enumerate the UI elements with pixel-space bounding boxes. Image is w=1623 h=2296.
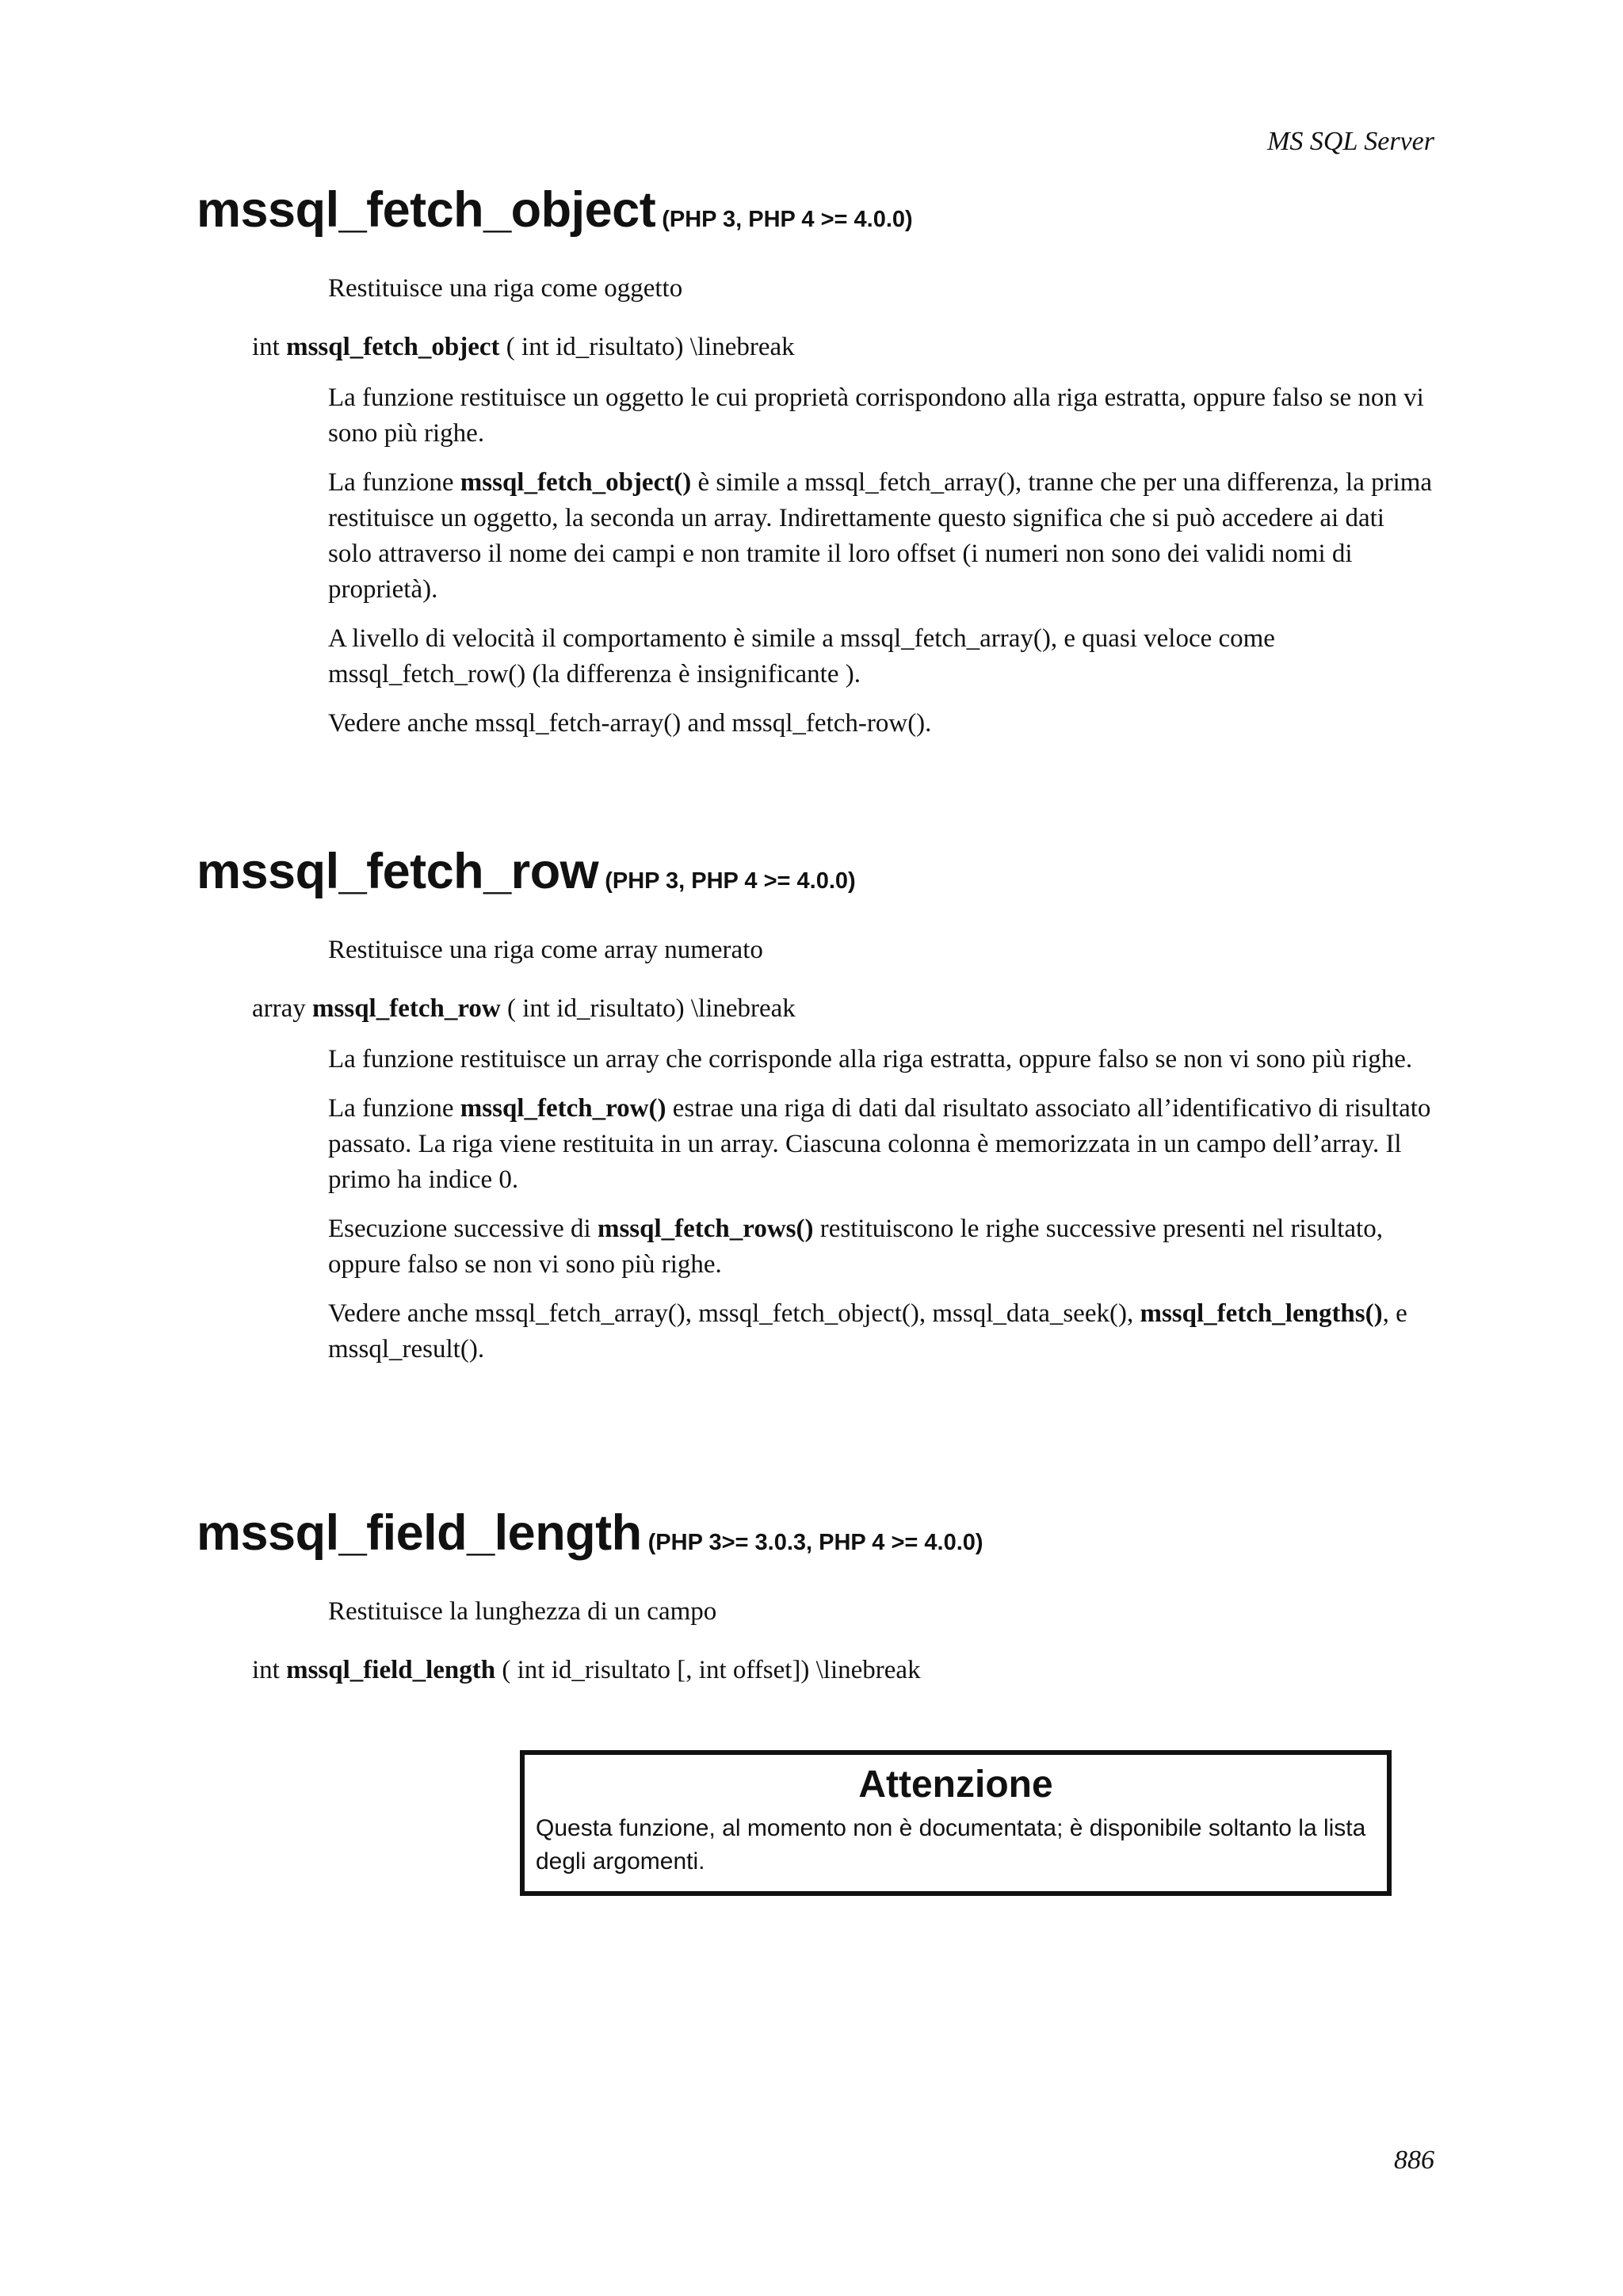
function-reference: mssql_fetch_object()	[460, 467, 692, 497]
entry-title	[197, 181, 1433, 241]
warning-box	[520, 1750, 1392, 1896]
function-version: (PHP 3>= 3.0.3, PHP 4 >= 4.0.0)	[647, 1530, 983, 1555]
function-purpose: Restituisce una riga come oggetto	[328, 273, 683, 303]
function-reference: mssql_fetch_rows()	[597, 1214, 814, 1243]
synopsis-function-name: mssql_field_length	[286, 1655, 496, 1684]
entry-mssql-fetch-object	[197, 181, 1433, 755]
function-name: mssql_field_length	[197, 1505, 642, 1561]
function-version: (PHP 3, PHP 4 >= 4.0.0)	[662, 207, 913, 232]
function-synopsis	[252, 330, 1433, 364]
description-paragraph: Esecuzione successive di mssql_fetch_rows() restituiscono le righe successive presenti nel risultato, oppure falso se non vi sono più righe.	[328, 1214, 1383, 1279]
synopsis-params: ( int id_risultato) \linebreak	[506, 994, 796, 1023]
function-description	[328, 380, 1433, 742]
synopsis-function-name: mssql_fetch_object	[286, 332, 500, 361]
see-also: Vedere anche mssql_fetch_array(), mssql_fetch_object(), mssql_data_seek(), mssql_fetch_lengths(), e mssql_result().	[328, 1299, 1407, 1363]
entry-mssql-field-length	[197, 1504, 1433, 1688]
synopsis-params: ( int id_risultato [, int offset]) \linebreak	[502, 1655, 921, 1684]
description-paragraph: La funzione mssql_fetch_row() estrae una riga di dati dal risultato associato all’identificativo di risultato passato. La riga viene restituita in un array. Ciascuna colonna è memorizzata in un campo dell’array. Il primo ha indice 0.	[328, 1093, 1431, 1194]
function-synopsis	[252, 991, 1433, 1026]
return-type: int	[252, 332, 280, 361]
see-also: Vedere anche mssql_fetch-array() and mssql_fetch-row().	[328, 708, 932, 738]
description-paragraph: La funzione restituisce un array che corrisponde alla riga estratta, oppure falso se non vi sono più righe.	[328, 1044, 1413, 1074]
entry-title	[197, 842, 1433, 902]
function-synopsis	[252, 1653, 1433, 1688]
function-purpose: Restituisce la lunghezza di un campo	[328, 1596, 717, 1626]
page-number: 886	[1394, 2145, 1434, 2175]
entry-title	[197, 1504, 1433, 1564]
synopsis-params: ( int id_risultato) \linebreak	[506, 332, 795, 361]
description-paragraph: La funzione mssql_fetch_object() è simile a mssql_fetch_array(), tranne che per una differenza, la prima restituisce un oggetto, la seconda un array. Indirettamente questo significa che si può accedere ai dati solo attraverso il nome dei campi e non tramite il loro offset (i numeri non sono dei validi nomi di proprietà).	[328, 467, 1433, 604]
warning-title: Attenzione	[858, 1764, 1053, 1806]
function-reference: mssql_fetch_row()	[460, 1093, 666, 1123]
synopsis-function-name: mssql_fetch_row	[312, 994, 501, 1023]
function-description	[328, 1042, 1433, 1367]
function-name: mssql_fetch_row	[197, 844, 599, 899]
function-purpose: Restituisce una riga come array numerato	[328, 935, 763, 964]
running-header: MS SQL Server	[1267, 127, 1434, 156]
warning-text: Questa funzione, al momento non è documentata; è disponibile soltanto la lista degli argomenti.	[536, 1815, 1366, 1875]
function-version: (PHP 3, PHP 4 >= 4.0.0)	[605, 868, 856, 894]
description-paragraph: A livello di velocità il comportamento è simile a mssql_fetch_array(), e quasi veloce come mssql_fetch_row() (la differenza è insignificante ).	[328, 624, 1275, 688]
function-reference: mssql_fetch_lengths()	[1140, 1299, 1383, 1328]
return-type: int	[252, 1655, 280, 1684]
description-paragraph: La funzione restituisce un oggetto le cui proprietà corrispondono alla riga estratta, oppure falso se non vi sono più righe.	[328, 383, 1424, 448]
function-name: mssql_fetch_object	[197, 182, 656, 238]
entry-mssql-fetch-row	[197, 842, 1433, 1381]
return-type: array	[252, 994, 306, 1023]
